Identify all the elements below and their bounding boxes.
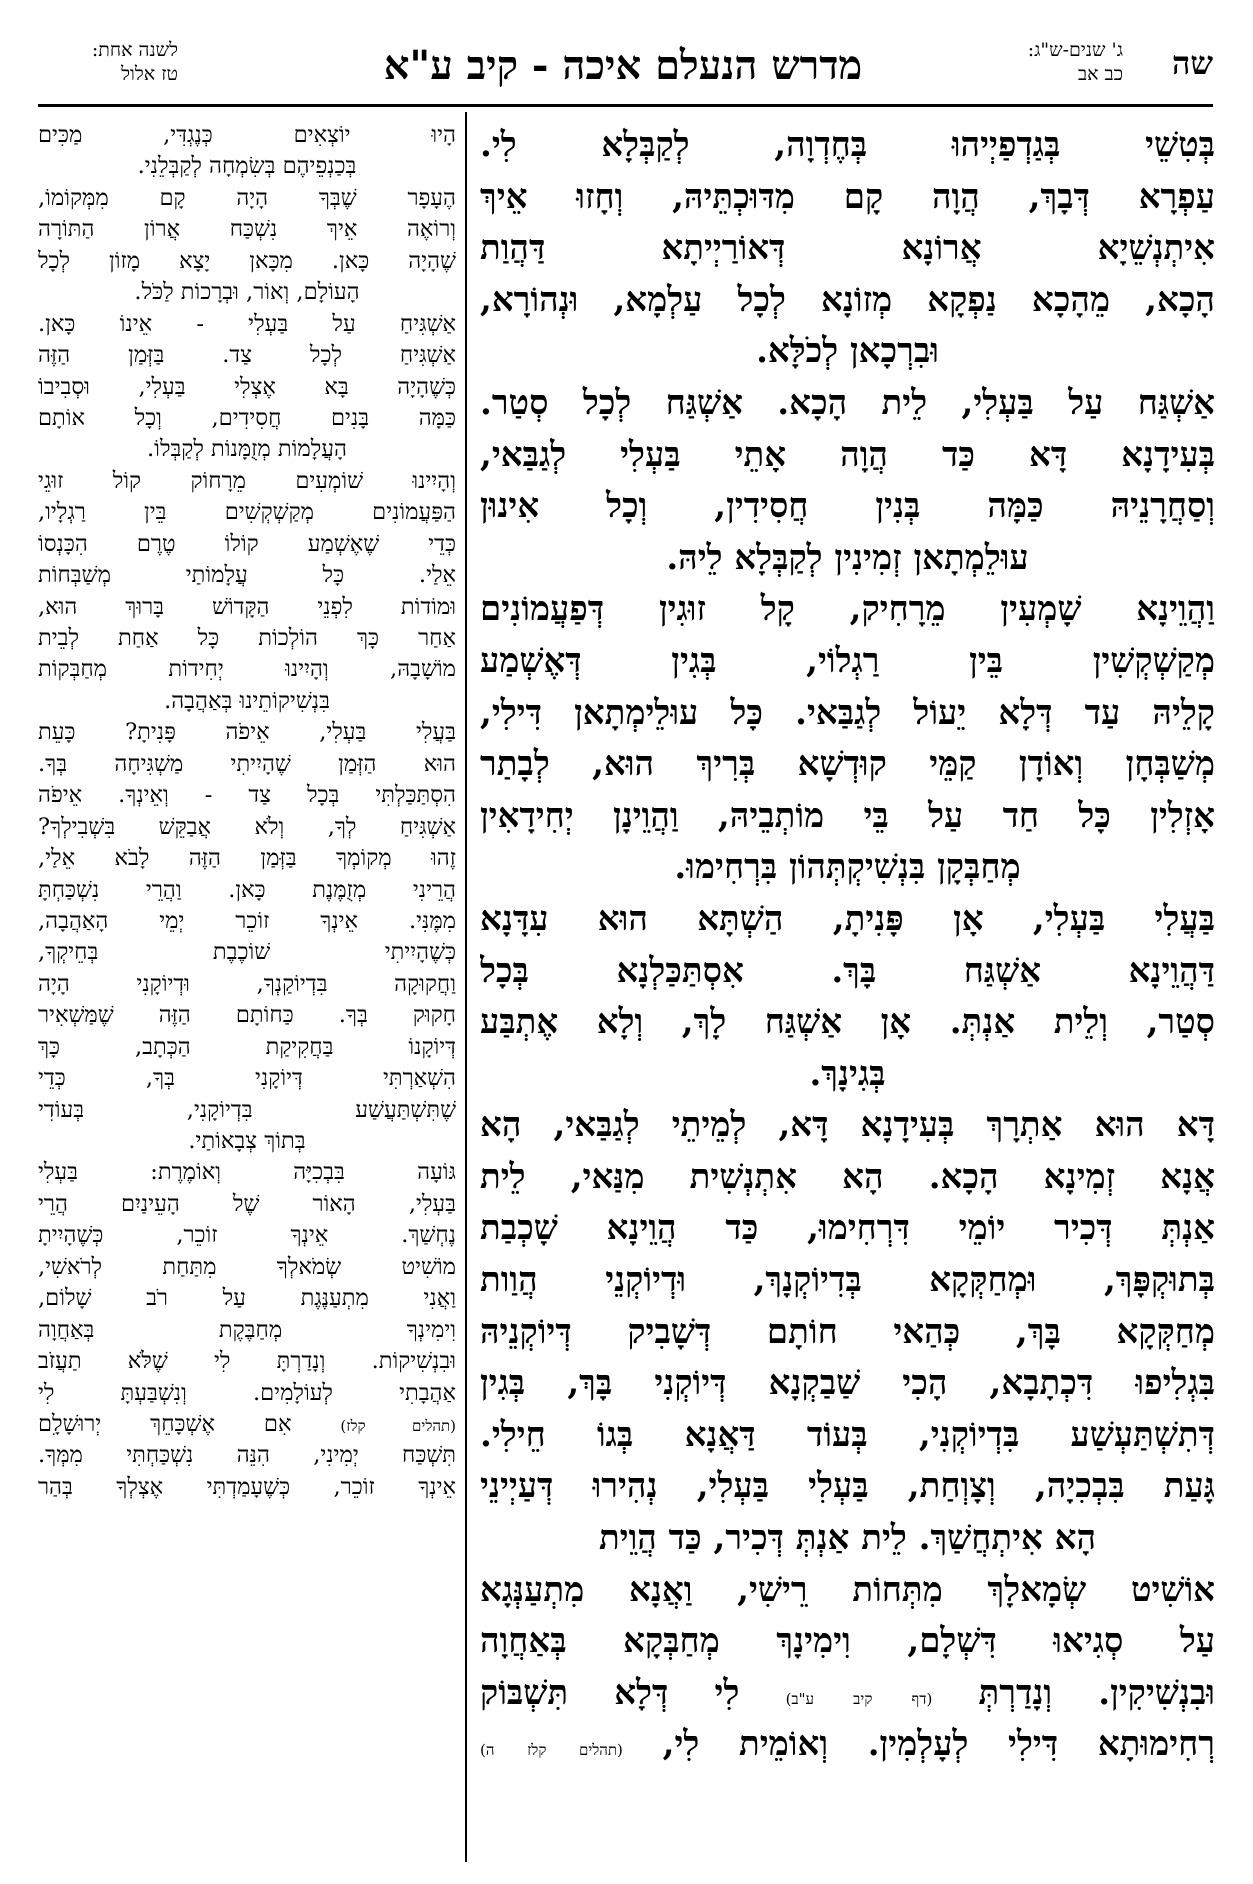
aramaic-line	[480, 481, 1215, 533]
aramaic-line	[480, 1565, 1215, 1617]
text-segment: דְּתִשְׁתַּעְשַׁע בִּדְיוֹקְנִי, בְּעוֹד דַּאֲנָא בְּגוֹ חֵילִי.	[480, 1414, 1215, 1455]
hebrew-line	[38, 1000, 456, 1031]
text-segment: בַּעֲלִי בַּעְלִי, אֵיפֹה פָּנִיתָ? כָּעֵת	[38, 719, 456, 746]
text-segment: וּמוֹדוֹת לִפְנֵי הַקָּדוֹשׁ בָּרוּךְ הוּא,	[38, 593, 456, 620]
aramaic-line	[480, 739, 1215, 791]
hebrew-line	[38, 434, 456, 465]
hebrew-line	[38, 1032, 456, 1063]
hebrew-line	[38, 183, 456, 214]
aramaic-line	[480, 584, 1215, 636]
aramaic-line	[480, 1616, 1215, 1668]
column-divider	[465, 112, 467, 1862]
text-segment: רְחִימוּתָא דִּילִי לְעָלְמִין. וְאוֹמֵית לִי,	[662, 1724, 1215, 1765]
text-segment: מוֹשָׁבָהּ, וְהָיִינוּ יְחִידוֹת מְחַבְּקוֹת	[38, 656, 456, 683]
hebrew-line	[38, 1189, 456, 1220]
hebrew-line	[38, 654, 456, 685]
text-segment: מְחַקְּקָא בָּךְ, כְּהַאי חוֹתָם דְּשָׁבִיק דְּיוֹקְנֵיהּ	[480, 1311, 1215, 1352]
text-segment: עוּלֵמְתָאן זְמִינִין לְקַבְּלָא לֵיהּ.	[666, 537, 1029, 578]
text-segment: בִּגְלִיפוּ דִּכְתָבָא, הָכִי שַׁבַקְנָא דְּיוֹקְנִי בָּךְ, בְּגִין	[480, 1363, 1215, 1404]
header-schedule-one-year-label: לשנה אחת:	[91, 39, 178, 61]
text-segment: הִסְתַּכַּלְתִּי בְּכָל צַד - וְאֵינְךָ. אֵיפֹה	[38, 782, 456, 809]
aramaic-line	[480, 894, 1215, 946]
hebrew-line	[38, 309, 456, 340]
text-segment: וְרוֹאֶה אֵיךְ נִשְׁכַּח אֲרוֹן הַתּוֹרָה	[38, 216, 456, 243]
text-segment: שֶׁתִּשְׁתַּעֲשַׁע בִּדְיוֹקָנִי, בְּעוֹדִי	[38, 1096, 456, 1123]
page-number: שה	[1171, 44, 1213, 82]
hebrew-line	[38, 937, 456, 968]
text-segment: וְסַחֲרָנֵיהּ כַּמָּה בְּנִין חֲסִידִין, וְכָל אִינוּן	[480, 486, 1215, 527]
aramaic-line	[480, 1513, 1215, 1565]
hebrew-line	[38, 1472, 456, 1503]
text-segment: דַּהֲוֵינָא אַשְׁגַּח בָּךְ. אִסְתַּכַּלְנָא בְּכָל	[480, 950, 1215, 991]
hebrew-line	[38, 812, 456, 843]
text-segment: עַפְרָא דְּבָךְ, הֲוָה קָם מִדּוּכְתֵּיהּ, וְחָזוּ אֵיךְ	[480, 176, 1215, 217]
text-segment: בְּכַנְפֵיהֶם בְּשִׂמְחָה לְקַבְּלֵנִי.	[137, 153, 357, 180]
text-segment: שֶׁהָיָה כָּאן. מִכָּאן יָצָא מָזוֹן לְכָל	[38, 247, 456, 274]
header-schedule-one-year	[38, 38, 178, 86]
text-segment: אַהֲבָתִי לְעוֹלָמִים. וְנִשְׁבַּעְתָּ לִי	[38, 1379, 456, 1406]
text-segment: אַנְתְּ דְּכִיר יוֹמֵי דִּרְחִימוּ, כַּד הֲוֵינָא שָׁכְבַת	[480, 1208, 1215, 1249]
text-segment: נֶחְשַׁךְ. אֵינְךָ זוֹכֵר, כְּשֶׁהָיִיתָ	[38, 1222, 456, 1249]
text-segment: בְּעִידָנָא דָּא כַּד הֲוָה אָתֵי בַּעְלִי לְגַבַּאי,	[480, 434, 1215, 475]
aramaic-line	[480, 1255, 1215, 1307]
aramaic-line	[480, 842, 1215, 894]
text-segment: מְחַבְּקָן בִּנְשִׁיקְתְּהוֹן בִּרְחִימוּ.	[674, 847, 1021, 888]
aramaic-line	[480, 1100, 1215, 1152]
text-segment: וּבִרְכָאן לְכֹלָּא.	[756, 331, 939, 372]
text-segment: בַּעְלִי, הָאוֹר שֶׁל הָעֵינַיִם הֲרֵי	[38, 1190, 456, 1217]
hebrew-line	[38, 749, 456, 780]
aramaic-line	[480, 1719, 1215, 1771]
text-segment: בְּגִינָךְ.	[809, 1053, 886, 1094]
text-segment: בְּתוֹךְ צְבָאוֹתַי.	[188, 1128, 306, 1154]
text-segment: מְשַׁבְּחָן וְאוֹדָן קַמֵּי קוּדְשָׁא בְּרִיךְ הוּא, לְבָתַר	[480, 744, 1215, 785]
text-segment: וִימִינְךָ מְחַבֶּקֶת בְּאַחֲוָה	[38, 1316, 456, 1343]
text-segment: אִם אֶשְׁכָּחֵךְ יְרוּשָׁלִָם	[38, 1410, 292, 1437]
aramaic-line	[480, 946, 1215, 998]
aramaic-line	[480, 997, 1215, 1049]
aramaic-line	[480, 533, 1215, 585]
hebrew-line	[38, 969, 456, 1000]
aramaic-line	[480, 688, 1215, 740]
hebrew-line	[38, 466, 456, 497]
page-header	[38, 38, 1213, 98]
hebrew-line	[38, 1283, 456, 1314]
text-segment: דְּיוֹקָנוֹ בַּחֲקִיקַת הַכְּתָב, כָּךְ	[38, 1033, 456, 1060]
header-schedule-three-years-date: כב אב	[1077, 63, 1123, 85]
text-segment: אֵלַי. כָּל עֲלָמוֹתַי מְשַׁבְּחוֹת	[38, 562, 456, 589]
text-segment: אֵינְךָ זוֹכֵר, כְּשֶׁעָמַדְתִּי אֶצְלְךָ בְּהַר	[38, 1473, 456, 1500]
text-segment: וַאֲנִי מִתְעַנֶּגֶת עַל רֹב שָׁלוֹם,	[38, 1285, 456, 1312]
text-segment: מוֹשִׁיט שְׂמֹאלְךָ מִתַּחַת לְרֹאשִׁי,	[38, 1253, 456, 1280]
hebrew-line	[38, 1095, 456, 1126]
header-divider	[38, 104, 1213, 107]
aramaic-line	[480, 1152, 1215, 1204]
text-segment: אוֹשִׁיט שְׂמָאלָךְ מִתְּחוֹת רֵישִׁי, וַאֲנָא מִתְעַנְּגָא	[480, 1569, 1215, 1610]
hebrew-translation-column	[38, 120, 456, 1875]
hebrew-line	[38, 1157, 456, 1188]
aramaic-line	[480, 275, 1215, 327]
hebrew-line	[38, 1378, 456, 1409]
text-segment: בִּנְשִׁיקוֹתֵינוּ בְּאַהֲבָה.	[164, 687, 330, 714]
aramaic-line	[480, 378, 1215, 430]
text-segment: וְהָיִינוּ שׁוֹמְעִים מֵרָחוֹק קוֹל זוּגֵי	[38, 467, 456, 494]
text-segment: קָלֵיהּ עַד דְּלָא יֵעוֹל לְגַבַּאי. כָּל עוּלֵימְתָאן דִּילִי,	[480, 692, 1215, 733]
hebrew-line	[38, 151, 456, 182]
text-segment: אַשְׁגִּיחַ לְךָ, וְלֹא אֲבַקֵּשׁ בִּשְׁבִילְךָ?	[38, 813, 456, 840]
text-segment: תִּשְׁכַּח יְמִינִי, הִנֵּה נִשְׁכַּחְתִּי מִמְּךָ.	[38, 1442, 456, 1469]
text-segment: הֶעָפָר שֶׁבְּךָ הָיָה קָם מִמְּקוֹמוֹ,	[38, 184, 456, 211]
hebrew-line	[38, 623, 456, 654]
page-reference: (תהלים קלז ה)	[480, 1741, 623, 1760]
text-segment: בַּעֲלִי בַּעְלִי, אָן פָּנִיתָ, הַשְׁתָּא הוּא עִדָּנָא	[480, 898, 1215, 939]
header-schedule-one-year-date: טז אלול	[121, 63, 178, 85]
hebrew-line	[38, 529, 456, 560]
hebrew-line	[38, 560, 456, 591]
text-segment: הָעוֹלָם, וְאוֹר, וּבְרָכוֹת לַכֹּל.	[134, 279, 360, 306]
aramaic-line	[480, 326, 1215, 378]
aramaic-line	[480, 120, 1215, 172]
hebrew-line	[38, 214, 456, 245]
text-segment: מְקַשְׁקְשִׁין בֵּין רַגְלוֹי, בְּגִין דְּאֶשְׁמַע	[480, 640, 1215, 681]
hebrew-line	[38, 1063, 456, 1094]
verse-reference: (תהלים קלז)	[340, 1416, 456, 1435]
hebrew-line	[38, 1126, 456, 1157]
text-segment: וַחֲקוּקָה בִּדְיוֹקַנְךָ, וּדְיוֹקָנִי הָיָה	[38, 970, 456, 997]
aramaic-line	[480, 430, 1215, 482]
hebrew-line	[38, 246, 456, 277]
text-segment: הָעֲלָמוֹת מְזֻמָּנוֹת לְקַבְּלוֹ.	[147, 436, 347, 463]
hebrew-line	[38, 277, 456, 308]
text-segment: עַל סְגִיאוּ דִּשְׁלָם, וִימִינָךְ מְחַבְּקָא בְּאַחֲוָה	[480, 1621, 1215, 1662]
text-segment: לִי דְּלָא תִּשְׁבּוֹק	[480, 1672, 740, 1713]
text-segment: גּוֹעָה בִּבְכִיָּה וְאוֹמֶרֶת: בַּעְלִי	[38, 1159, 456, 1186]
header-schedule-three-years	[983, 38, 1123, 86]
text-segment: הוּא הַזְּמַן שֶׁהָיִיתִי מַשְׁגִּיחָה בְּךָ.	[38, 750, 456, 777]
text-segment: חָקוּק בְּךָ. כַּחוֹתָם הַזֶּה שֶׁמַּשְׁאִיר	[38, 1002, 456, 1029]
hebrew-line	[38, 843, 456, 874]
text-segment: אַשְׁגַּח עַל בַּעְלִי, לֵית הָכָא. אַשְׁגַּח לְכָל סְטַר.	[480, 382, 1215, 423]
hebrew-line	[38, 403, 456, 434]
text-segment: וַהֲוֵינָא שָׁמְעִין מֵרָחִיק, קָל זוּגִין דְּפַעֲמוֹנִים	[480, 589, 1215, 630]
hebrew-line	[38, 340, 456, 371]
text-segment: סְטַר, וְלֵית אַנְתְּ. אָן אַשְׁגַּח לָךְ, וְלָא אֶתְבַּע	[480, 1002, 1215, 1043]
aramaic-line	[480, 223, 1215, 275]
text-segment: אָזְלִין כָּל חַד עַל בֵּי מוֹתְבֵיהּ, וַהֲוֵינָן יְחִידָאִין	[480, 795, 1215, 836]
aramaic-line	[480, 1410, 1215, 1462]
text-segment: כַּמָּה בָּנִים חֲסִידִים, וְכָל אוֹתָם	[38, 404, 456, 431]
hebrew-line	[38, 686, 456, 717]
aramaic-line	[480, 791, 1215, 843]
aramaic-line	[480, 172, 1215, 224]
aramaic-line	[480, 1307, 1215, 1359]
text-segment: גָּעַת בִּבְכִיָה, וְצָוְחַת, בַּעְלִי בַּעְלִי, נְהִירוּ דְּעַיְינֵי	[480, 1466, 1215, 1507]
text-segment: כְּדֵי שֶׁאֶשְׁמַע קוֹלוֹ טֶרֶם הִכָּנְסוֹ	[38, 530, 456, 557]
page-title: מדרש הנעלם איכה - קיב ע"א	[383, 42, 863, 89]
hebrew-line	[38, 906, 456, 937]
hebrew-line	[38, 717, 456, 748]
hebrew-line	[38, 592, 456, 623]
hebrew-line	[38, 1346, 456, 1377]
text-segment: וּבִנְשִׁיקִין. וְנָדַרְתְּ	[978, 1672, 1215, 1713]
page-reference: (דף קיב ע"ב)	[785, 1689, 933, 1708]
text-segment: זֶהוּ מְקוֹמְךָ בַּזְּמַן הַזֶּה לָבֹא אֵלַי,	[38, 845, 456, 872]
aramaic-text-column	[480, 120, 1215, 1875]
text-segment: הָיוּ יוֹצְאִים כְּנֶגְדִּי, מַכִּים	[38, 122, 456, 148]
hebrew-line	[38, 1409, 456, 1440]
header-schedule-three-years-label: ג' שנים-ש"ג:	[1027, 39, 1123, 61]
aramaic-line	[480, 1358, 1215, 1410]
text-segment: אִיתְנְשֵׁיָא אֲרוֹנָא דְּאוֹרַיְיתָא דַּהֲוַת	[480, 228, 1215, 269]
aramaic-line	[480, 636, 1215, 688]
text-segment: אֲנָא זְמִינָא הָכָא. הָא אִתְנְשִׁית מִנַּאי, לֵית	[480, 1156, 1215, 1197]
aramaic-line	[480, 1668, 1215, 1720]
text-segment: דָּא הוּא אַתְרָךְ בְּעִידָנָא דָּא, לְמֵיתֵי לְגַבַּאי, הָא	[480, 1105, 1215, 1146]
hebrew-line	[38, 1440, 456, 1471]
text-segment: בְּתוּקְפָּךְ, וּמְחַקְּקָא בְּדִיוֹקְנָךְ, וּדְיוֹקְנֵי הֲוַות	[480, 1260, 1215, 1301]
text-segment: הָא אִיתְחֲשַׁךְ. לֵית אַנְתְּ דְּכִיר, כַּד הֲוֵית	[598, 1518, 1097, 1559]
text-segment: אַחַר כָּךְ הוֹלְכוֹת כָּל אַחַת לְבֵית	[38, 625, 456, 651]
hebrew-line	[38, 1220, 456, 1251]
aramaic-line	[480, 1049, 1215, 1101]
text-segment: וּבִנְשִׁיקוֹת. וְנָדַרְתָּ לִי שֶׁלֹּא תַעֲזֹב	[38, 1348, 456, 1375]
hebrew-line	[38, 372, 456, 403]
aramaic-line	[480, 1203, 1215, 1255]
hebrew-line	[38, 1315, 456, 1346]
text-segment: אַשְׁגִּיחַ עַל בַּעְלִי - אֵינוֹ כָּאן.	[38, 310, 456, 337]
text-segment: הָכָא, מֵהָכָא נַפְקָא מְזוֹנָא לְכָל עַלְמָא, וּנְהוֹרָא,	[480, 279, 1215, 320]
text-segment: מִמֶּנִּי. אֵינְךָ זוֹכֵר יְמֵי הָאַהֲבָה,	[38, 907, 456, 934]
aramaic-line	[480, 1461, 1215, 1513]
hebrew-line	[38, 497, 456, 528]
text-segment: אַשְׁגִּיחַ לְכָל צַד. בַּזְּמַן הַזֶּה	[38, 342, 456, 369]
hebrew-line	[38, 780, 456, 811]
text-segment: הִשְׁאַרְתִּי דְּיוֹקָנִי בְּךָ, כְּדֵי	[38, 1065, 456, 1092]
text-segment: כְּשֶׁהָיָה בָּא אֶצְלִי בַּעְלִי, וּסְבִיבוֹ	[38, 373, 456, 400]
text-segment: בְּטִשֵׁי בְּגַדְפַיְיהוּ בְּחֶדְוָה, לְקַבְּלָא לִי.	[480, 125, 1215, 165]
text-segment: הַפַּעֲמוֹנִים מְקַשְׁקְשִׁים בֵּין רַגְלָיו,	[38, 499, 456, 526]
hebrew-line	[38, 1252, 456, 1283]
hebrew-line	[38, 120, 456, 151]
text-segment: הֲרֵינִי מְזֻמֶּנֶת כָּאן. וַהֲרֵי נִשְׁכַּחְתָּ	[38, 876, 456, 903]
text-segment: כְּשֶׁהָיִיתִי שׁוֹכֶבֶת בְּחֵיקְךָ,	[38, 939, 456, 966]
hebrew-line	[38, 875, 456, 906]
